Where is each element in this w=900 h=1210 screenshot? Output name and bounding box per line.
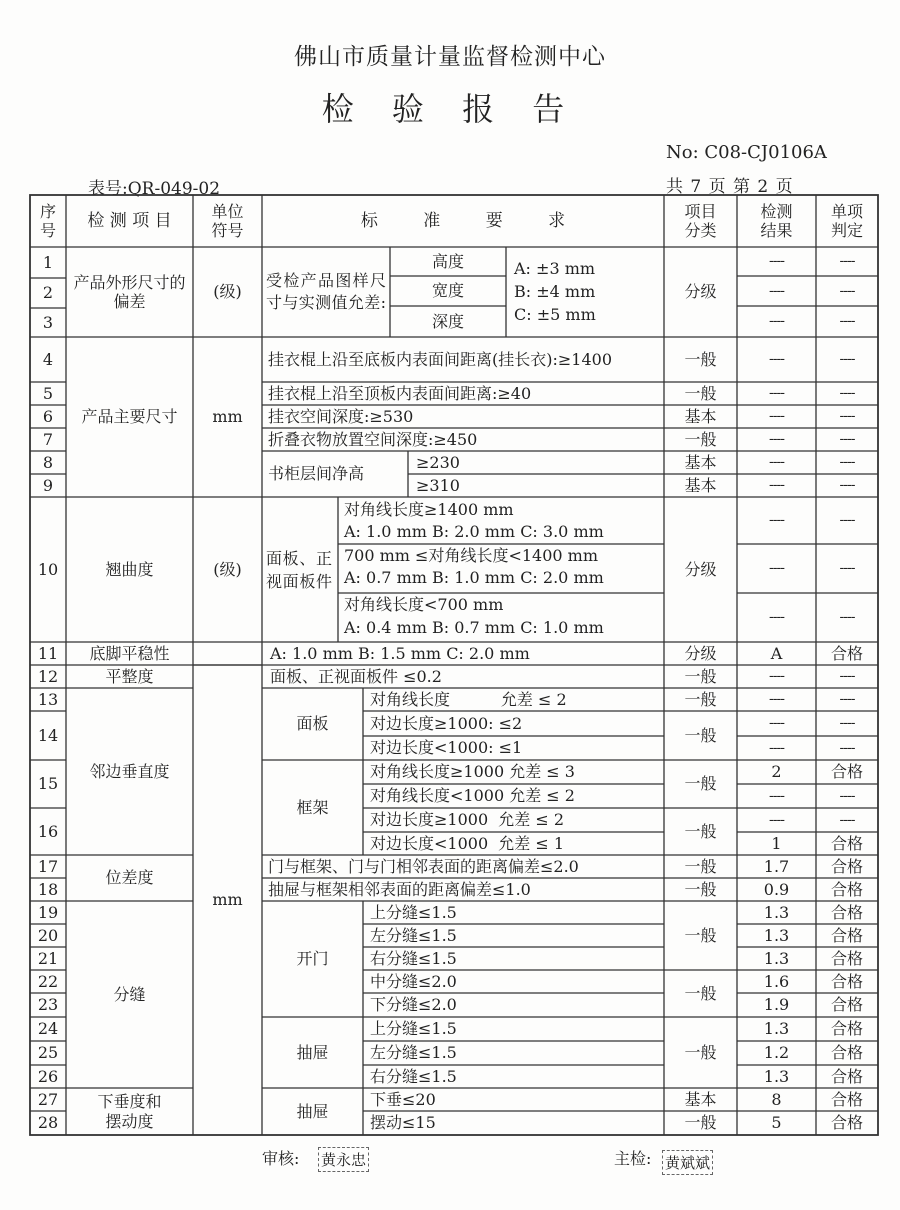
row-seq: 4 (42, 349, 54, 369)
row-seq: 24 (37, 1019, 59, 1039)
row-seq: 8 (42, 452, 54, 472)
req-warp-2b: A: 0.7 mm B: 1.0 mm C: 2.0 mm (344, 567, 604, 587)
row-seq: 22 (37, 971, 59, 991)
judge-cell: ---- (839, 351, 855, 368)
row-seq: 2 (42, 283, 54, 303)
result-cell: ---- (769, 512, 784, 529)
judge-cell: 合格 (830, 856, 863, 876)
req-size-tolerance: 受检产品图样尺寸与实测值允差: (266, 270, 386, 312)
class-cell: 一般 (684, 725, 717, 745)
row-seq: 18 (37, 879, 59, 899)
class-cell: 基本 (684, 452, 717, 472)
row-seq: 9 (42, 475, 54, 495)
judge-cell: ---- (839, 609, 855, 626)
result-cell: ---- (769, 282, 784, 299)
class-cell: 一般 (684, 774, 717, 794)
report-title: 检 验 报 告 (321, 90, 579, 128)
judge-cell: ---- (839, 477, 855, 494)
result-cell: ---- (769, 668, 784, 685)
judge-cell: 合格 (830, 1113, 863, 1133)
sub-frame: 框架 (296, 797, 329, 817)
judge-cell: 合格 (830, 1043, 863, 1063)
row-seq: 21 (37, 948, 59, 968)
result-cell: 1.6 (763, 971, 790, 991)
group-warp: 翘曲度 (105, 559, 154, 579)
form-number: 表号:QR-049-02 (88, 179, 221, 199)
group-flatness: 平整度 (105, 666, 154, 686)
result-cell: 1.3 (763, 948, 790, 968)
judge-cell: ---- (839, 313, 855, 330)
class-cell: 一般 (684, 925, 717, 945)
result-cell: ---- (769, 609, 784, 626)
class-cell: 一般 (684, 821, 717, 841)
result-cell: 1.3 (763, 1019, 790, 1039)
req-warp-1a: 对角线长度≥1400 mm (344, 499, 514, 519)
req-drawer-offset: 抽屉与框架相邻表面的距离偏差≤1.0 (268, 879, 531, 899)
req-grade-b: B: ±4 mm (514, 282, 596, 302)
class-cell: 一般 (684, 383, 717, 403)
row-seq: 10 (37, 559, 59, 579)
req-door-offset: 门与框架、门与门相邻表面的距离偏差≤2.0 (268, 856, 579, 876)
result-cell: ---- (769, 787, 784, 804)
req-width: 宽度 (431, 281, 464, 301)
result-cell: ---- (769, 811, 784, 828)
result-cell: 0.9 (763, 879, 790, 899)
result-cell: 1.3 (763, 925, 790, 945)
header-unit: 单位符号 (211, 201, 244, 240)
req-r24: 上分缝≤1.5 (370, 1019, 457, 1039)
judge-cell: 合格 (830, 762, 863, 782)
row-seq: 11 (37, 643, 59, 663)
class-cell: 一般 (684, 666, 717, 686)
result-cell: ---- (769, 715, 784, 732)
judge-cell: 合格 (830, 948, 863, 968)
req-warp-3a: 对角线长度<700 mm (344, 594, 504, 614)
page-count: 共 7 页 第 2 页 (666, 177, 794, 197)
inspector-signature: 黄斌斌 (662, 1150, 713, 1175)
req-r23: 下分缝≤2.0 (370, 995, 457, 1015)
req-panel-parts: 面板、正视面板件 (266, 548, 332, 591)
req-r14a: 对边长度≥1000: ≤2 (370, 713, 523, 733)
class-cell: 基本 (684, 1089, 717, 1109)
judge-cell: ---- (839, 408, 855, 425)
req-hanging-rail-top: 挂衣棍上沿至顶板内表面间距离:≥40 (268, 383, 532, 403)
result-cell: 1.3 (763, 1066, 790, 1086)
req-r20: 左分缝≤1.5 (370, 925, 457, 945)
req-warp-2a: 700 mm ≤对角线长度<1400 mm (344, 545, 599, 565)
reviewer-signature: 黄永忠 (318, 1147, 369, 1172)
judge-cell: 合格 (830, 995, 863, 1015)
sub-drawer-2: 抽屉 (296, 1101, 329, 1121)
judge-cell: 合格 (830, 1066, 863, 1086)
class-cell: 一般 (684, 856, 717, 876)
row-seq: 6 (42, 406, 54, 426)
req-grade-c: C: ±5 mm (514, 305, 596, 325)
judge-cell: 合格 (830, 971, 863, 991)
class-cell: 一般 (684, 349, 717, 369)
row-seq: 15 (37, 774, 59, 794)
unit-grade-2: (级) (213, 559, 242, 579)
group-perpendicularity: 邻边垂直度 (89, 761, 170, 781)
row-seq: 13 (37, 689, 59, 709)
judge-cell: ---- (839, 668, 855, 685)
org-name: 佛山市质量计量监督检测中心 (294, 44, 606, 70)
group-foot-stability: 底脚平稳性 (89, 643, 170, 663)
class-cell: 基本 (684, 475, 717, 495)
row-seq: 25 (37, 1043, 59, 1063)
class-cell: 一般 (684, 689, 717, 709)
header-item: 检 测 项 目 (87, 210, 172, 231)
req-r15b: 对角线长度<1000 允差 ≤ 2 (370, 786, 575, 806)
class-cell: 分级 (684, 282, 717, 302)
req-depth: 深度 (431, 311, 464, 331)
row-seq: 23 (37, 995, 59, 1015)
result-cell: ---- (769, 351, 784, 368)
judge-cell: ---- (839, 715, 855, 732)
sub-panel: 面板 (296, 714, 329, 734)
row-seq: 5 (42, 383, 54, 403)
result-cell: 8 (771, 1089, 782, 1109)
req-bookcase-height: 书柜层间净高 (268, 464, 365, 484)
req-height: 高度 (431, 251, 464, 271)
judge-cell: 合格 (830, 879, 863, 899)
class-cell: 分级 (684, 559, 717, 579)
group-dimension-deviation: 产品外形尺寸的偏差 (73, 272, 186, 311)
req-bookcase-230: ≥230 (416, 452, 460, 472)
row-seq: 16 (37, 821, 59, 841)
header-seq: 序号 (39, 201, 56, 240)
class-cell: 分级 (684, 643, 717, 663)
result-cell: ---- (769, 739, 784, 756)
group-gap: 分缝 (113, 984, 146, 1004)
header-requirement: 标 准 要 求 (360, 210, 566, 231)
group-offset: 位差度 (105, 868, 154, 888)
result-cell: ---- (769, 454, 784, 471)
req-r21: 右分缝≤1.5 (370, 948, 457, 968)
req-r26: 右分缝≤1.5 (370, 1066, 457, 1086)
judge-cell: ---- (839, 787, 855, 804)
req-bookcase-310: ≥310 (416, 475, 460, 495)
req-r28: 摆动≤15 (370, 1113, 436, 1133)
judge-cell: 合格 (830, 833, 863, 853)
group-main-dimensions: 产品主要尺寸 (81, 407, 178, 427)
result-cell: ---- (769, 385, 784, 402)
header-result: 检测结果 (760, 201, 793, 240)
result-cell: 1 (771, 833, 782, 853)
req-hanging-rail-bottom: 挂衣棍上沿至底板内表面间距离(挂长衣):≥1400 (268, 349, 613, 369)
req-flatness: 面板、正视面板件 ≤0.2 (270, 666, 442, 686)
req-warp-1b: A: 1.0 mm B: 2.0 mm C: 3.0 mm (344, 521, 604, 541)
result-cell: ---- (769, 408, 784, 425)
class-cell: 一般 (684, 1042, 717, 1062)
judge-cell: ---- (839, 811, 855, 828)
row-seq: 20 (37, 925, 59, 945)
judge-cell: 合格 (830, 1089, 863, 1109)
class-cell: 一般 (684, 879, 717, 899)
group-sag-swing: 下垂度和摆动度 (97, 1092, 162, 1131)
req-r13: 对角线长度 允差 ≤ 2 (370, 689, 567, 709)
result-cell: 2 (771, 762, 782, 782)
class-cell: 一般 (684, 983, 717, 1003)
row-seq: 28 (37, 1113, 59, 1133)
row-seq: 14 (37, 725, 59, 745)
header-judge: 单项判定 (830, 201, 863, 240)
result-cell: ---- (769, 313, 784, 330)
inspector-label: 主检: (614, 1149, 652, 1168)
judge-cell: 合格 (830, 643, 863, 663)
judge-cell: ---- (839, 560, 855, 577)
req-r16b: 对边长度<1000 允差 ≤ 1 (370, 833, 565, 853)
row-seq: 27 (37, 1089, 59, 1109)
class-cell: 基本 (684, 406, 717, 426)
row-seq: 26 (37, 1066, 59, 1086)
judge-cell: ---- (839, 454, 855, 471)
result-cell: 1.2 (763, 1043, 790, 1063)
req-r22: 中分缝≤2.0 (370, 971, 457, 991)
result-cell: 1.7 (763, 856, 790, 876)
header-class: 项目分类 (684, 201, 717, 240)
sub-door: 开门 (296, 949, 329, 969)
result-cell: ---- (769, 477, 784, 494)
req-warp-3b: A: 0.4 mm B: 0.7 mm C: 1.0 mm (344, 617, 604, 637)
req-r27: 下垂≤20 (370, 1089, 436, 1109)
result-cell: ---- (769, 560, 784, 577)
unit-mm-1: mm (212, 407, 243, 427)
req-grade-a: A: ±3 mm (514, 259, 596, 279)
judge-cell: 合格 (830, 925, 863, 945)
judge-cell: ---- (839, 385, 855, 402)
row-seq: 1 (42, 252, 54, 272)
judge-cell: 合格 (830, 902, 863, 922)
req-r16a: 对边长度≥1000 允差 ≤ 2 (370, 810, 565, 830)
req-foot-stability: A: 1.0 mm B: 1.5 mm C: 2.0 mm (270, 643, 530, 663)
result-cell: 5 (771, 1113, 782, 1133)
result-cell: 1.3 (763, 902, 790, 922)
req-r25: 左分缝≤1.5 (370, 1043, 457, 1063)
result-cell: ---- (769, 691, 784, 708)
judge-cell: ---- (839, 253, 855, 270)
req-hanging-depth: 挂衣空间深度:≥530 (268, 406, 414, 426)
result-cell: 1.9 (763, 995, 790, 1015)
row-seq: 7 (42, 429, 54, 449)
row-seq: 17 (37, 856, 59, 876)
result-cell: ---- (769, 431, 784, 448)
result-cell: A (770, 643, 783, 663)
judge-cell: ---- (839, 512, 855, 529)
req-folding-depth: 折叠衣物放置空间深度:≥450 (268, 429, 478, 449)
unit-mm-2: mm (212, 890, 243, 910)
reviewer-label: 审核: (262, 1149, 300, 1168)
row-seq: 19 (37, 902, 59, 922)
req-r14b: 对边长度<1000: ≤1 (370, 738, 523, 758)
class-cell: 一般 (684, 1113, 717, 1133)
row-seq: 12 (37, 666, 59, 686)
class-cell: 一般 (684, 429, 717, 449)
req-r15a: 对角线长度≥1000 允差 ≤ 3 (370, 762, 575, 782)
unit-grade-1: (级) (213, 282, 242, 302)
row-seq: 3 (42, 312, 54, 332)
sub-drawer: 抽屉 (296, 1042, 329, 1062)
judge-cell: 合格 (830, 1019, 863, 1039)
result-cell: ---- (769, 253, 784, 270)
judge-cell: ---- (839, 282, 855, 299)
req-r19: 上分缝≤1.5 (370, 902, 457, 922)
judge-cell: ---- (839, 431, 855, 448)
report-number: No: C08-CJ0106A (666, 142, 827, 163)
judge-cell: ---- (839, 691, 855, 708)
judge-cell: ---- (839, 739, 855, 756)
